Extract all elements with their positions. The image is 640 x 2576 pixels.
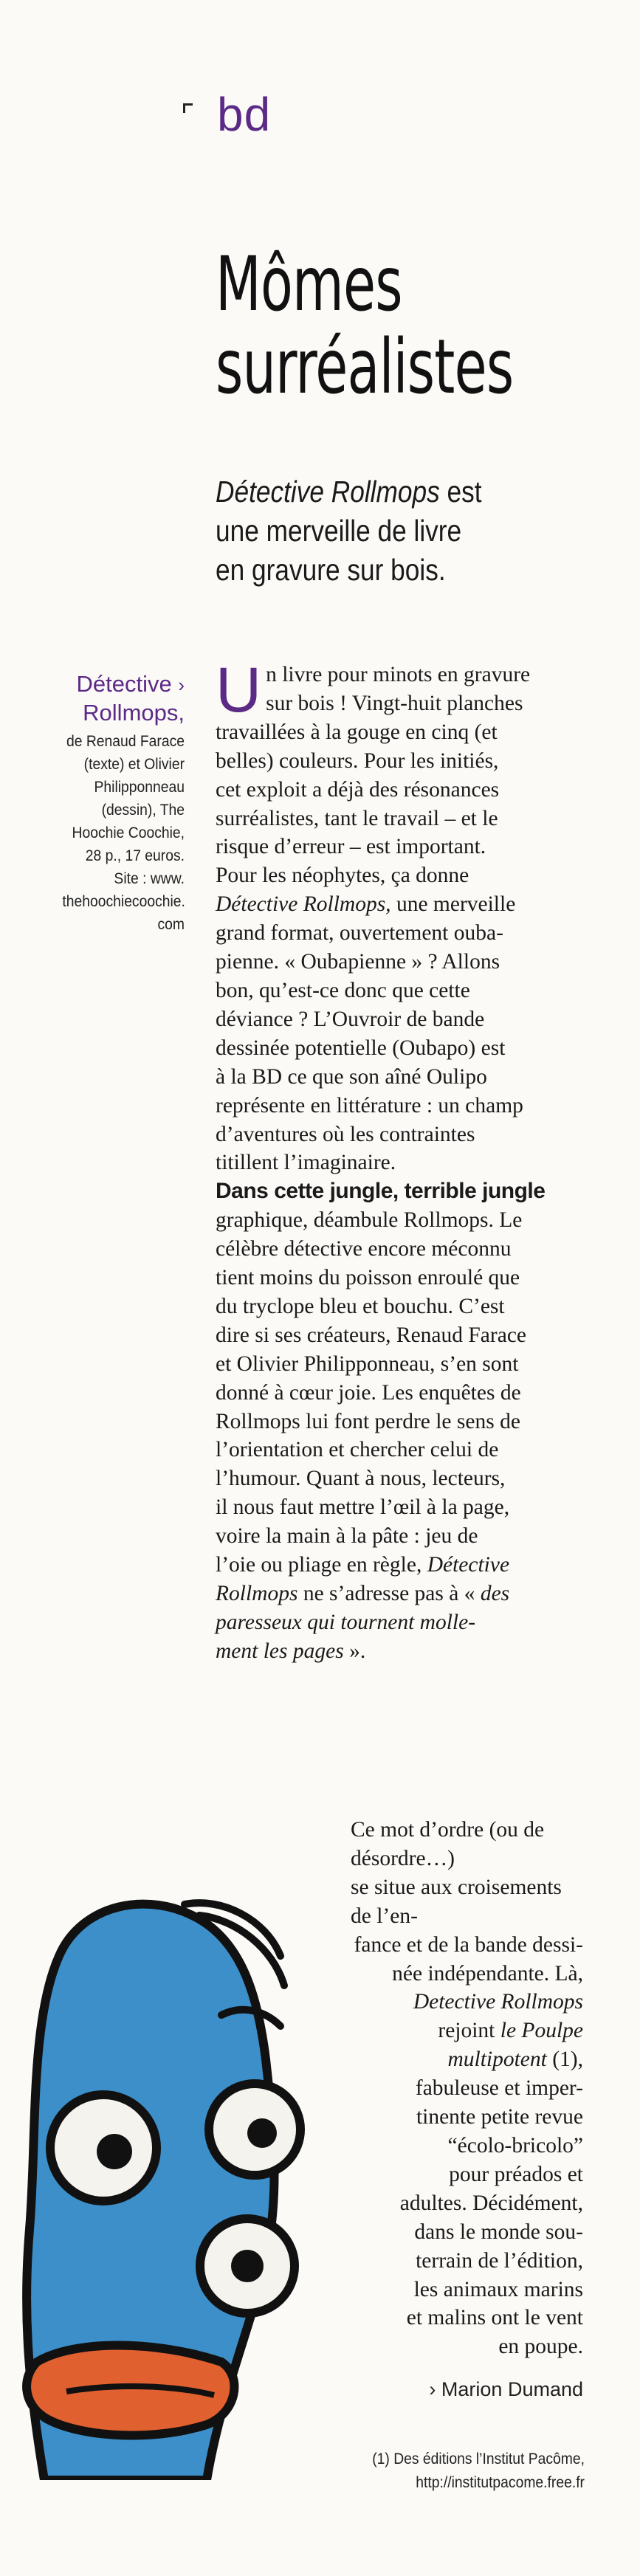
book-title-inline: Détective [421, 1553, 510, 1577]
book-title-line-2: Rollmops, [83, 700, 185, 726]
body-line: représente en littérature : un champ [216, 1093, 523, 1117]
deck-line-3: en gravure sur bois. [216, 553, 446, 587]
body-line: et Olivier Philipponneau, s’en sont [216, 1351, 519, 1376]
quote-text: paresseux qui tournent molle- [216, 1610, 476, 1634]
body-line: n livre pour minots en gravure [266, 663, 531, 686]
body-line: travaillées à la gouge en cinq (et [216, 720, 498, 744]
deck-line-2: une merveille de livre [216, 514, 462, 548]
footnote-link: http://institutpacome.free.fr [416, 2474, 585, 2491]
headline-line-1: Mômes [216, 241, 402, 328]
book-meta-line: com [157, 916, 185, 933]
body-line: voire la main à la pâte : jeu de [216, 1524, 478, 1549]
body-line: se situe aux croisements de l’en- [351, 1875, 562, 1928]
body-line: tient moins du poisson enroulé que [216, 1266, 520, 1290]
body-line: pienne. « Oubapienne » ? Allons [216, 950, 500, 974]
body-line: dans le monde sou- [414, 2219, 583, 2244]
book-meta-line: Hoochie Coochie, [72, 824, 185, 841]
quote-text: ment les pages [216, 1639, 344, 1663]
book-info-sidebar [52, 670, 185, 936]
body-line: adultes. Décidément, [399, 2191, 583, 2215]
magazine-title: multipotent [447, 2048, 547, 2072]
body-line: du tryclope bleu et bouchu. C’est [216, 1294, 505, 1318]
body-line: il nous faut mettre l’œil à la page, [216, 1495, 510, 1520]
body-line: graphique, déambule Rollmops. Le [216, 1208, 523, 1233]
lead-in: Dans cette jungle, terrible jungle [216, 1179, 546, 1204]
body-line: célèbre détective encore méconnu [216, 1237, 512, 1261]
body-line: cet exploit a déjà des résonances [216, 777, 500, 802]
body-line: bon, qu’est-ce donc que cette [216, 978, 470, 1002]
body-line: fance et de la bande dessi- [354, 1932, 583, 1957]
body-line: risque d’erreur – est important. [216, 835, 486, 859]
headline [216, 241, 515, 411]
body-line [216, 1551, 583, 1580]
body-line: dessinée potentielle (Oubapo) est [216, 1036, 506, 1060]
book-meta-line: thehoochiecoochie. [62, 893, 185, 910]
body-text: une merveille [390, 892, 516, 917]
body-line: grand format, ouvertement ouba- [216, 921, 503, 946]
body-line: et malins ont le vent [406, 2306, 583, 2330]
body-line: à la BD ce que son aîné Oulipo [216, 1064, 487, 1089]
paragraph-1 [216, 655, 583, 1177]
deck [216, 472, 622, 590]
paragraph-2 [216, 1177, 583, 1665]
book-title-inline: Rollmops [216, 1582, 298, 1605]
body-line: en poupe. [498, 2335, 583, 2359]
body-line: surréalistes, tant le travail – et le [216, 806, 498, 830]
body-line: déviance ? L’Ouvroir de bande [216, 1007, 485, 1031]
book-meta-line: (dessin), The [101, 802, 185, 819]
body-line: l’humour. Quant à nous, lecteurs, [216, 1467, 506, 1491]
body-line: belles) couleurs. Pour les initiés, [216, 748, 499, 773]
body-line: pour préados et [449, 2162, 583, 2186]
book-title-inline: Détective Rollmops, [216, 892, 391, 917]
deck-title: Détective Rollmops [216, 475, 440, 509]
detective-rollmops-illustration [0, 1875, 325, 2480]
body-line: dire si ses créateurs, Renaud Farace [216, 1323, 527, 1347]
drop-cap: U [216, 655, 262, 726]
footnote-line: (1) Des éditions l’Institut Pacôme, [372, 2451, 585, 2467]
body-text: ». [343, 1639, 366, 1663]
body-line: les animaux marins [413, 2277, 583, 2301]
book-meta [62, 730, 185, 936]
body-line: donné à cœur joie. Les enquêtes de [216, 1380, 521, 1405]
figure-pupil-3 [231, 2250, 264, 2282]
book-meta-line: de Renaud Farace [66, 733, 185, 750]
body-line: Ce mot d’ordre (ou de désordre…) [351, 1818, 545, 1870]
footnote [313, 2448, 585, 2495]
body-line: tinente petite revue [416, 2105, 583, 2129]
chevron-right-icon: › [178, 674, 185, 696]
book-meta-line: Philipponneau [94, 779, 185, 796]
book-meta-line: Site : www. [114, 870, 185, 887]
body-text: ne s’adresse pas à « [297, 1582, 481, 1605]
section-tag: bd [217, 88, 272, 141]
section-corner-mark [183, 103, 193, 113]
deck-text: est [439, 475, 482, 509]
book-title-inline: Detective Rollmops [413, 1990, 583, 2014]
quote-text: des [480, 1582, 510, 1605]
body-line: “écolo-bricolo” [447, 2133, 583, 2157]
body-line: titillent l’imaginaire. [216, 1151, 396, 1175]
article-body [216, 655, 583, 1666]
body-line: Rollmops lui font perdre le sens de [216, 1409, 520, 1433]
book-title-line-1: Détective [76, 671, 172, 697]
headline-line-2: surréalistes [216, 323, 514, 411]
figure-pupil-2 [247, 2118, 277, 2148]
body-text: rejoint [438, 2019, 500, 2043]
body-line: terrain de l’édition, [416, 2248, 583, 2273]
magazine-title: le Poulpe [500, 2019, 583, 2043]
author-signature: › Marion Dumand [429, 2378, 583, 2400]
book-meta-line: (texte) et Olivier [83, 756, 185, 773]
body-line: née indépendante. Là, [392, 1961, 583, 1986]
body-line [216, 1637, 583, 1666]
body-line: l’orientation et chercher celui de [216, 1438, 499, 1462]
book-title [52, 670, 185, 727]
footnote-ref: (1), [546, 2048, 583, 2072]
body-line [216, 1580, 583, 1608]
body-line: fabuleuse et imper- [415, 2076, 583, 2101]
figure-pupil-1 [97, 2134, 132, 2169]
body-line: sur bois ! Vingt-huit planches [266, 691, 523, 715]
body-text: l’oie ou pliage en règle, [216, 1553, 422, 1577]
body-line: Pour les néophytes, ça donne [216, 864, 469, 888]
body-line: d’aventures où les contraintes [216, 1122, 475, 1146]
body-line [216, 890, 583, 919]
book-meta-line: 28 p., 17 euros. [85, 847, 185, 864]
